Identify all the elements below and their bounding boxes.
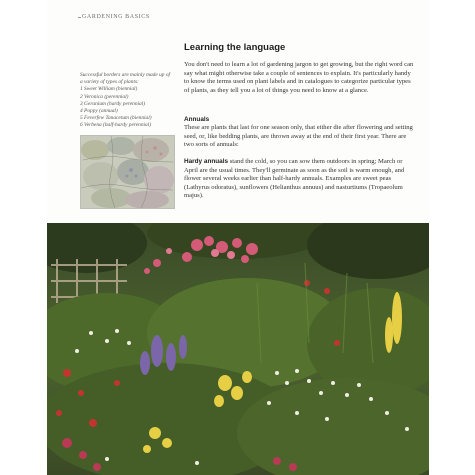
caption-intro: Successful borders are mainly made up of a variety of types of plants: bbox=[80, 72, 171, 86]
hardy-annuals-text: stand the cold, so you can sow them outdoors in spring; March or April are the usual times. They'll germinate as soon as the soil is warm enough, and flower several weeks earlier than half-hardy annuals. Examples are sweet peas (Lathyrus odoratus), sunflowers (Helianthus annuus) and nasturtiums (Tropaeolum majus). bbox=[184, 158, 405, 200]
hardy-annuals-paragraph bbox=[184, 158, 416, 201]
caption-item: 6 Verbena (half-hardy perennial) bbox=[80, 122, 152, 129]
garden-border-photo bbox=[47, 223, 429, 475]
hardy-annuals-label: Hardy annuals bbox=[184, 158, 229, 165]
caption-item: 1 Sweet William (biennial) bbox=[80, 86, 138, 93]
caption-item: 4 Poppy (annual) bbox=[80, 108, 118, 115]
annuals-subheading: Annuals bbox=[184, 116, 210, 123]
intro-paragraph: You don't need to learn a lot of gardening jargon to get growing, but the right word can say what might otherwise take a couple of sentences to explain. It's particularly handy to know the terms used on plant labels and in catalogues to categorize particular types of plants, as they tell you a lot of things you need to know at a glance. bbox=[184, 61, 414, 94]
caption-item: 2 Veronica (perennial) bbox=[80, 93, 129, 100]
photo-caption bbox=[80, 72, 172, 130]
running-head-rule bbox=[78, 17, 81, 18]
section-heading: Learning the language bbox=[184, 42, 286, 53]
annuals-paragraph: These are plants that last for one season only, that either die after flowering and setting seed, or, like bedding plants, are thrown away at the end of their first year. There are two sorts of annuals: bbox=[184, 124, 413, 149]
border-plan-illustration bbox=[80, 135, 175, 209]
caption-item: 5 Feverfew Tanacetum (biennial) bbox=[80, 115, 152, 122]
caption-item: 3 Geranium (hardy perennial) bbox=[80, 100, 146, 107]
running-head: GARDENING BASICS bbox=[82, 14, 150, 20]
